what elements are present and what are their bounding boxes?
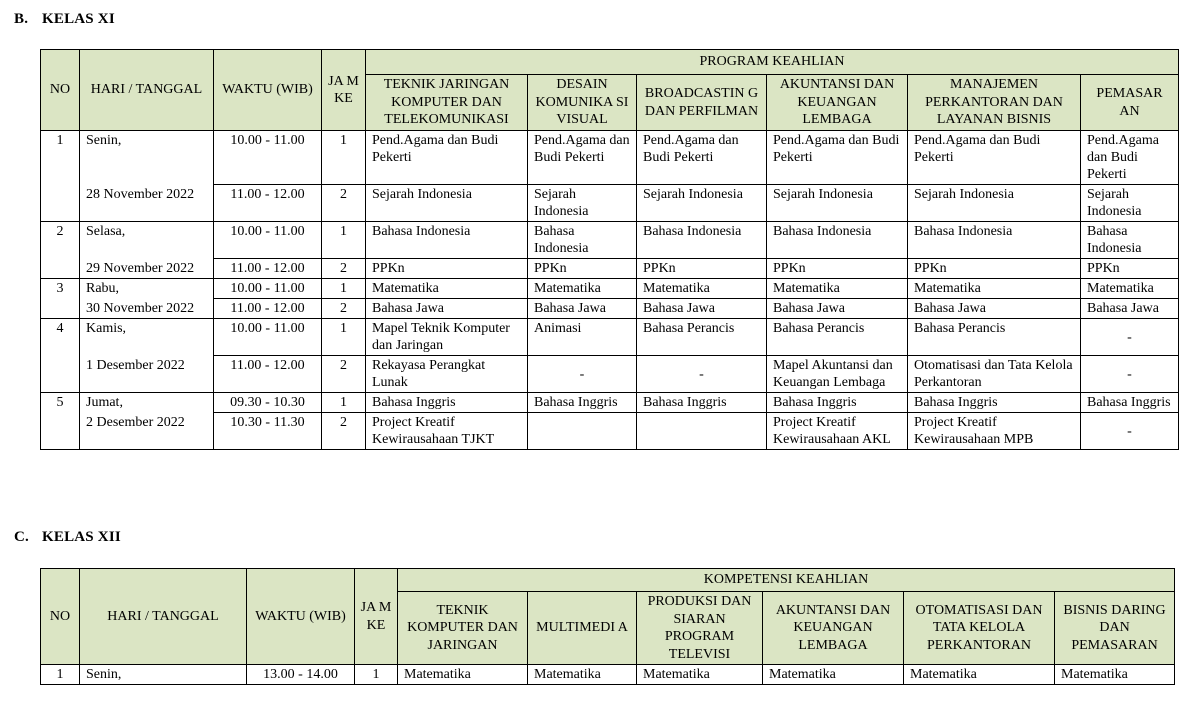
subject-cell: Matematika: [1055, 665, 1175, 685]
subject-cell: [528, 413, 637, 450]
subject-cell: Bahasa Perancis: [637, 319, 767, 356]
subject-cell: PPKn: [767, 259, 908, 279]
schedule-row: [41, 356, 1179, 393]
subject-cell: Matematika: [366, 279, 528, 299]
header-program-keahlian: PROGRAM KEAHLIAN: [366, 50, 1179, 75]
header-program: AKUNTANSI DAN KEUANGAN LEMBAGA: [763, 592, 904, 665]
header-program: TEKNIK JARINGAN KOMPUTER DAN TELEKOMUNIKASI: [366, 75, 528, 131]
jam-ke: 1: [355, 665, 398, 685]
header-jam-ke: JA M KE: [355, 569, 398, 665]
subject-cell: Bahasa Jawa: [767, 299, 908, 319]
jam-ke: 1: [322, 222, 366, 259]
time-slot: 11.00 - 12.00: [214, 356, 322, 393]
row-number: 5: [41, 393, 80, 450]
header-hari-tanggal: HARI / TANGGAL: [80, 50, 214, 131]
day-date: 29 November 2022: [80, 259, 214, 279]
schedule-body-kelas-xii: [41, 665, 1175, 685]
jam-ke: 2: [322, 185, 366, 222]
subject-cell: Pend.Agama dan Budi Pekerti: [908, 131, 1081, 185]
subject-cell: Matematika: [904, 665, 1055, 685]
subject-cell: Bahasa Inggris: [366, 393, 528, 413]
schedule-body-kelas-xi: [41, 131, 1179, 450]
subject-cell: Matematika: [528, 279, 637, 299]
time-slot: 10.00 - 11.00: [214, 131, 322, 185]
subject-cell: Matematika: [637, 665, 763, 685]
header-program: TEKNIK KOMPUTER DAN JARINGAN: [398, 592, 528, 665]
header-waktu: WAKTU (WIB): [214, 50, 322, 131]
header-jam-ke: JA M KE: [322, 50, 366, 131]
subject-cell: Bahasa Indonesia: [637, 222, 767, 259]
subject-cell: Bahasa Indonesia: [767, 222, 908, 259]
subject-cell: Matematika: [908, 279, 1081, 299]
schedule-row: [41, 185, 1179, 222]
subject-cell: Project Kreatif Kewirausahaan MPB: [908, 413, 1081, 450]
header-hari-tanggal: HARI / TANGGAL: [80, 569, 247, 665]
jam-ke: 2: [322, 356, 366, 393]
header-program: OTOMATISASI DAN TATA KELOLA PERKANTORAN: [904, 592, 1055, 665]
subject-cell: Mapel Akuntansi dan Keuangan Lembaga: [767, 356, 908, 393]
subject-cell: Pend.Agama dan Budi Pekerti: [1081, 131, 1179, 185]
day-date: 2 Desember 2022: [80, 413, 214, 450]
schedule-row: [41, 665, 1175, 685]
schedule-row: [41, 413, 1179, 450]
schedule-row: [41, 259, 1179, 279]
day-date: 30 November 2022: [80, 299, 214, 319]
subject-cell: Pend.Agama dan Budi Pekerti: [366, 131, 528, 185]
day-date: 1 Desember 2022: [80, 356, 214, 393]
subject-cell: [637, 413, 767, 450]
subject-cell: -: [1081, 413, 1179, 450]
jam-ke: 2: [322, 299, 366, 319]
jam-ke: 1: [322, 131, 366, 185]
subject-cell: Matematika: [528, 665, 637, 685]
subject-cell: Bahasa Perancis: [908, 319, 1081, 356]
time-slot: 11.00 - 12.00: [214, 185, 322, 222]
subject-cell: Matematika: [1081, 279, 1179, 299]
row-number: 1: [41, 131, 80, 222]
row-number: 1: [41, 665, 80, 685]
jam-ke: 1: [322, 393, 366, 413]
header-program: MULTIMEDI A: [528, 592, 637, 665]
header-program: AKUNTANSI DAN KEUANGAN LEMBAGA: [767, 75, 908, 131]
time-slot: 10.00 - 11.00: [214, 222, 322, 259]
day-name: Rabu,: [80, 279, 214, 299]
subject-cell: Matematika: [398, 665, 528, 685]
day-name: Jumat,: [80, 393, 214, 413]
schedule-row: [41, 279, 1179, 299]
header-no: NO: [41, 569, 80, 665]
header-program: BISNIS DARING DAN PEMASARAN: [1055, 592, 1175, 665]
subject-cell: Rekayasa Perangkat Lunak: [366, 356, 528, 393]
subject-cell: -: [1081, 319, 1179, 356]
header-program: PEMASAR AN: [1081, 75, 1179, 131]
section-letter: B.: [14, 11, 29, 27]
subject-cell: Bahasa Indonesia: [528, 222, 637, 259]
header-no: NO: [41, 50, 80, 131]
section-title-kelas-xi: [14, 11, 115, 28]
schedule-row: [41, 131, 1179, 185]
subject-cell: Pend.Agama dan Budi Pekerti: [767, 131, 908, 185]
subject-cell: Sejarah Indonesia: [1081, 185, 1179, 222]
row-number: 4: [41, 319, 80, 393]
subject-cell: Matematika: [637, 279, 767, 299]
subject-cell: Bahasa Indonesia: [1081, 222, 1179, 259]
subject-cell: PPKn: [637, 259, 767, 279]
time-slot: 10.30 - 11.30: [214, 413, 322, 450]
subject-cell: Pend.Agama dan Budi Pekerti: [528, 131, 637, 185]
subject-cell: -: [637, 356, 767, 393]
time-slot: 11.00 - 12.00: [214, 259, 322, 279]
subject-cell: Sejarah Indonesia: [366, 185, 528, 222]
time-slot: 10.00 - 11.00: [214, 319, 322, 356]
section-title-kelas-xii: [14, 529, 121, 546]
subject-cell: -: [528, 356, 637, 393]
subject-cell: Bahasa Jawa: [1081, 299, 1179, 319]
header-program: PRODUKSI DAN SIARAN PROGRAM TELEVISI: [637, 592, 763, 665]
subject-cell: Bahasa Indonesia: [908, 222, 1081, 259]
subject-cell: Sejarah Indonesia: [908, 185, 1081, 222]
subject-cell: PPKn: [528, 259, 637, 279]
subject-cell: Project Kreatif Kewirausahaan TJKT: [366, 413, 528, 450]
time-slot: 10.00 - 11.00: [214, 279, 322, 299]
jam-ke: 2: [322, 413, 366, 450]
day-name: Selasa,: [80, 222, 214, 259]
schedule-row: [41, 299, 1179, 319]
day-name: Senin,: [80, 131, 214, 185]
subject-cell: PPKn: [1081, 259, 1179, 279]
time-slot: 13.00 - 14.00: [247, 665, 355, 685]
subject-cell: Pend.Agama dan Budi Pekerti: [637, 131, 767, 185]
subject-cell: Bahasa Jawa: [366, 299, 528, 319]
schedule-row: [41, 319, 1179, 356]
subject-cell: Bahasa Indonesia: [366, 222, 528, 259]
subject-cell: Otomatisasi dan Tata Kelola Perkantoran: [908, 356, 1081, 393]
subject-cell: Bahasa Inggris: [637, 393, 767, 413]
header-waktu: WAKTU (WIB): [247, 569, 355, 665]
schedule-table-kelas-xii: [40, 568, 1175, 685]
row-number: 2: [41, 222, 80, 279]
subject-cell: Matematika: [767, 279, 908, 299]
subject-cell: Matematika: [763, 665, 904, 685]
subject-cell: Project Kreatif Kewirausahaan AKL: [767, 413, 908, 450]
jam-ke: 1: [322, 279, 366, 299]
subject-cell: Bahasa Inggris: [528, 393, 637, 413]
subject-cell: Bahasa Jawa: [637, 299, 767, 319]
header-kompetensi-keahlian: KOMPETENSI KEAHLIAN: [398, 569, 1175, 592]
header-program: BROADCASTIN G DAN PERFILMAN: [637, 75, 767, 131]
subject-cell: Bahasa Perancis: [767, 319, 908, 356]
schedule-row: [41, 222, 1179, 259]
day-name: Kamis,: [80, 319, 214, 356]
day-name: Senin,: [80, 665, 247, 685]
day-date: 28 November 2022: [80, 185, 214, 222]
subject-cell: Mapel Teknik Komputer dan Jaringan: [366, 319, 528, 356]
header-program: MANAJEMEN PERKANTORAN DAN LAYANAN BISNIS: [908, 75, 1081, 131]
subject-cell: PPKn: [366, 259, 528, 279]
subject-cell: Bahasa Jawa: [528, 299, 637, 319]
time-slot: 11.00 - 12.00: [214, 299, 322, 319]
subject-cell: Sejarah Indonesia: [528, 185, 637, 222]
schedule-table-kelas-xi: [40, 49, 1179, 450]
subject-cell: -: [1081, 356, 1179, 393]
section-letter: C.: [14, 529, 29, 545]
subject-cell: Sejarah Indonesia: [767, 185, 908, 222]
section-name: KELAS XII: [42, 529, 121, 545]
subject-cell: Bahasa Jawa: [908, 299, 1081, 319]
subject-cell: Animasi: [528, 319, 637, 356]
jam-ke: 1: [322, 319, 366, 356]
header-program: DESAIN KOMUNIKA SI VISUAL: [528, 75, 637, 131]
schedule-row: [41, 393, 1179, 413]
subject-cell: Sejarah Indonesia: [637, 185, 767, 222]
subject-cell: Bahasa Inggris: [908, 393, 1081, 413]
section-name: KELAS XI: [42, 11, 115, 27]
subject-cell: Bahasa Inggris: [767, 393, 908, 413]
jam-ke: 2: [322, 259, 366, 279]
row-number: 3: [41, 279, 80, 319]
time-slot: 09.30 - 10.30: [214, 393, 322, 413]
subject-cell: Bahasa Inggris: [1081, 393, 1179, 413]
subject-cell: PPKn: [908, 259, 1081, 279]
